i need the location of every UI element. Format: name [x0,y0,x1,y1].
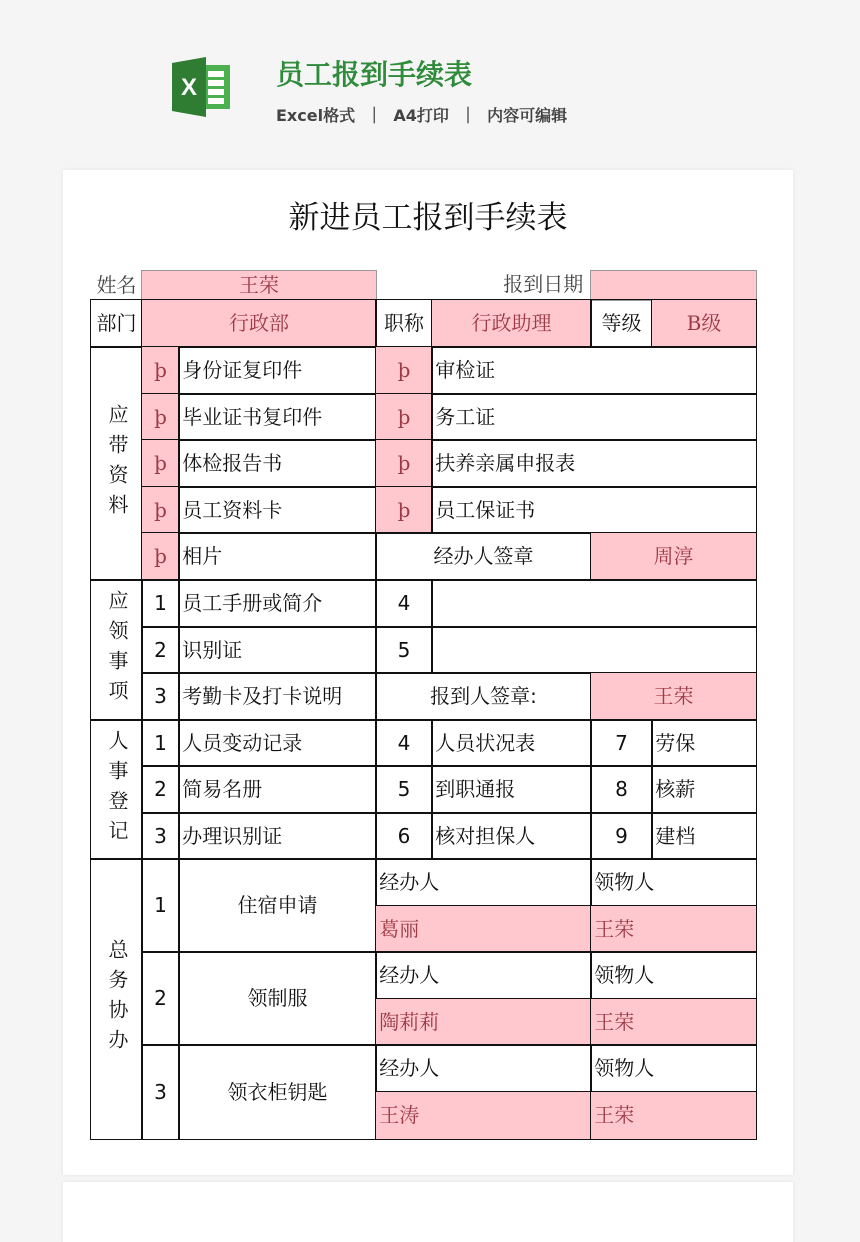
checkbox[interactable]: þ [375,393,433,441]
doc-item: 扶养亲属申报表 [431,439,757,488]
item-number: 4 [375,719,433,767]
hr-item: 到职通报 [431,765,592,814]
header-title: 员工报到手续表 [276,58,473,91]
handler-label: 经办人 [375,1044,592,1093]
checkbox[interactable]: þ [141,439,180,488]
handler-field[interactable]: 陶莉莉 [375,998,592,1046]
checkbox[interactable]: þ [141,393,180,441]
item-number: 1 [141,858,180,953]
item-number: 2 [141,951,180,1046]
hr-item: 人员状况表 [431,719,592,767]
hr-item: 简易名册 [178,765,377,814]
receiver-field[interactable]: 王荣 [590,998,757,1046]
checkbox[interactable]: þ [375,486,433,534]
reporter-sign-field[interactable]: 王荣 [590,672,757,721]
hr-item: 核薪 [651,765,757,814]
doc-item: 员工保证书 [431,486,757,534]
doc-item: 相片 [178,532,377,581]
header-subtitle: Excel格式 ｜ A4打印 ｜ 内容可编辑 [276,106,568,125]
empty-field[interactable] [431,626,757,674]
doc-item: 务工证 [431,393,757,441]
checkbox[interactable]: þ [375,439,433,488]
receive-item: 考勤卡及打卡说明 [178,672,377,721]
receive-item: 识别证 [178,626,377,674]
hr-item: 劳保 [651,719,757,767]
checkbox[interactable]: þ [141,346,180,395]
hr-item: 办理识别证 [178,812,377,860]
svg-text:X: X [180,74,198,101]
item-number: 2 [141,626,180,674]
receive-section-label: 应领事项 [90,579,143,721]
doc-item: 身份证复印件 [178,346,377,395]
handler-label: 经办人 [375,951,592,1000]
next-page-card [63,1182,793,1242]
item-number: 3 [141,1044,180,1140]
item-number: 8 [590,765,653,814]
receiver-label: 领物人 [590,858,757,907]
item-number: 3 [141,812,180,860]
general-item: 领衣柜钥匙 [178,1044,377,1140]
general-section-label: 总务协办 [90,858,143,1140]
handler-field[interactable]: 王涛 [375,1091,592,1140]
date-field[interactable] [590,270,757,301]
handler-field[interactable]: 葛丽 [375,905,592,953]
hr-item: 核对担保人 [431,812,592,860]
date-label: 报到日期 [503,272,584,297]
checkbox[interactable]: þ [141,486,180,534]
handler-label: 经办人 [375,858,592,907]
item-number: 4 [375,579,433,628]
document-title: 新进员工报到手续表 [288,200,568,236]
empty-field[interactable] [431,579,757,628]
document-card [63,170,793,1175]
hr-item: 人员变动记录 [178,719,377,767]
hr-item: 建档 [651,812,757,860]
general-item: 住宿申请 [178,858,377,953]
excel-logo-icon [172,57,232,117]
receiver-label: 领物人 [590,1044,757,1093]
dept-field[interactable]: 行政部 [141,299,377,348]
handler-sign-field[interactable]: 周淳 [590,532,757,581]
doc-item: 员工资料卡 [178,486,377,534]
receiver-field[interactable]: 王荣 [590,905,757,953]
item-number: 2 [141,765,180,814]
item-number: 6 [375,812,433,860]
receiver-field[interactable]: 王荣 [590,1091,757,1140]
checkbox[interactable]: þ [141,532,180,581]
handler-sign-label: 经办人签章 [375,532,592,581]
docs-section-label: 应带资料 [90,346,143,581]
doc-item: 审检证 [431,346,757,395]
name-label: 姓名 [96,273,137,297]
item-number: 1 [141,579,180,628]
item-number: 7 [590,719,653,767]
position-label: 职称 [375,299,433,348]
position-field[interactable]: 行政助理 [431,299,592,348]
doc-item: 毕业证书复印件 [178,393,377,441]
receiver-label: 领物人 [590,951,757,1000]
reporter-sign-label: 报到人签章: [375,672,592,721]
doc-item: 体检报告书 [178,439,377,488]
item-number: 5 [375,626,433,674]
name-field[interactable]: 王荣 [141,270,377,301]
item-number: 5 [375,765,433,814]
grade-label: 等级 [590,299,653,348]
item-number: 1 [141,719,180,767]
dept-label: 部门 [90,299,143,348]
hr-section-label: 人事登记 [90,719,143,860]
item-number: 3 [141,672,180,721]
checkbox[interactable]: þ [375,346,433,395]
item-number: 9 [590,812,653,860]
grade-field[interactable]: B级 [651,299,757,348]
general-item: 领制服 [178,951,377,1046]
receive-item: 员工手册或简介 [178,579,377,628]
